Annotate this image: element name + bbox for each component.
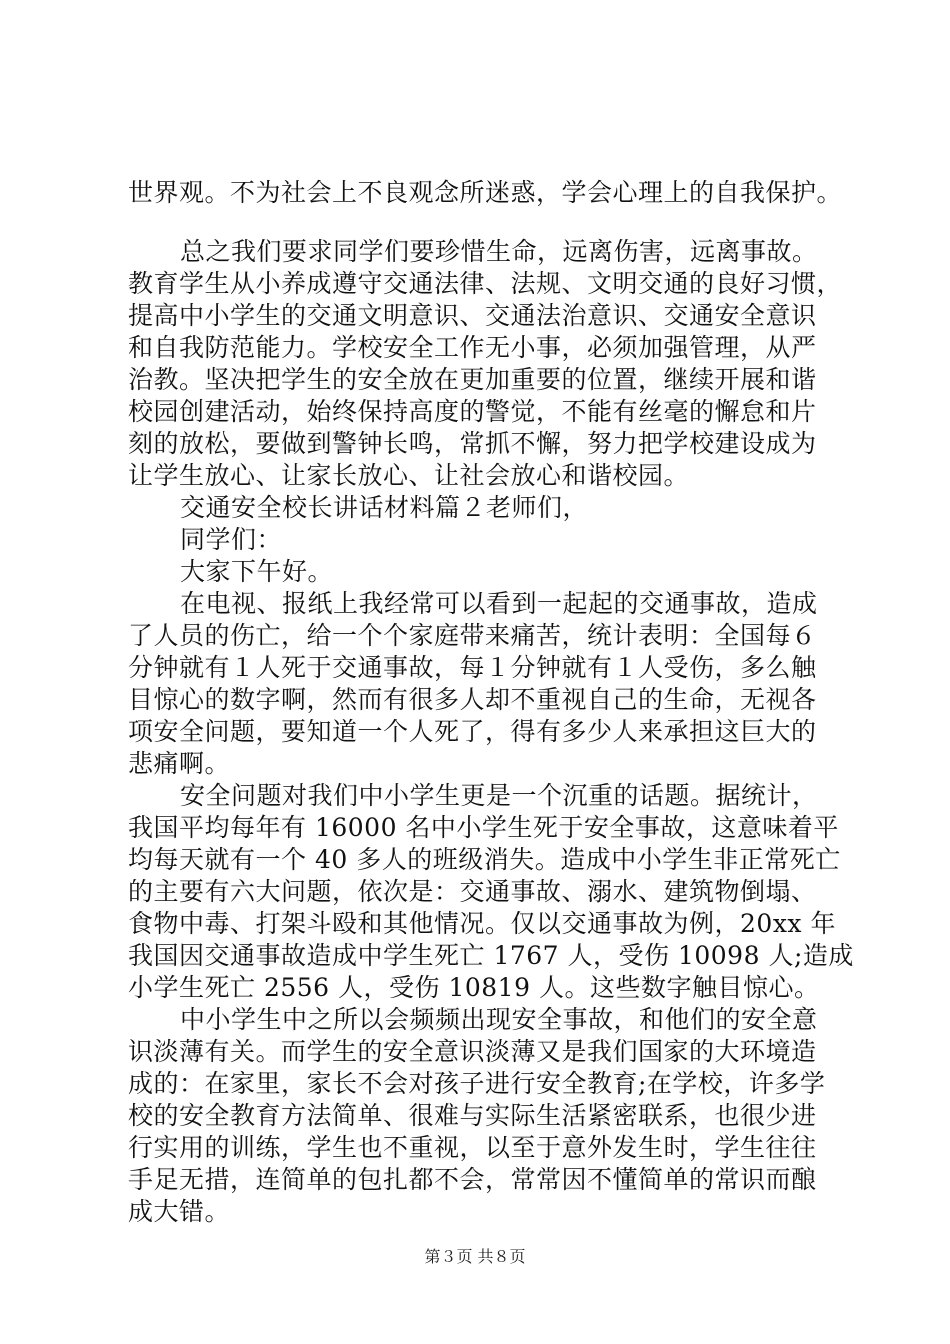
text-line: 校的安全教育方法简单、很难与实际生活紧密联系，也很少进 [128,1101,817,1130]
text-line: 悲痛啊。 [128,749,231,778]
text-line: 项安全问题，要知道一个人死了，得有多少人来承担这巨大的 [128,717,817,746]
text-line: 我国平均每年有 16000 名中小学生死于安全事故，这意味着平 [128,813,839,842]
text-line: 刻的放松，要做到警钟长鸣，常抓不懈，努力把学校建设成为 [128,429,817,458]
section-heading: 交通安全校长讲话材料篇２老师们， [180,493,589,522]
greeting: 大家下午好。 [180,557,334,586]
text-line: 均每天就有一个 40 多人的班级消失。造成中小学生非正常死亡 [128,845,841,874]
text-line: 教育学生从小养成遵守交通法律、法规、文明交通的良好习惯， [128,269,843,298]
text-line: 提高中小学生的交通文明意识、交通法治意识、交通安全意识 [128,301,817,330]
text-line: 和自我防范能力。学校安全工作无小事，必须加强管理，从严 [128,333,817,362]
text-line: 分钟就有１人死于交通事故，每１分钟就有１人受伤，多么触 [128,653,817,682]
text-line: 识淡薄有关。而学生的安全意识淡薄又是我们国家的大环境造 [128,1037,817,1066]
text-line: 了人员的伤亡，给一个个家庭带来痛苦，统计表明：全国每６ [128,621,817,650]
text-line: 成大错。 [128,1197,231,1226]
text-line: 世界观。不为社会上不良观念所迷惑，学会心理上的自我保护。 [128,178,843,207]
text-line: 我国因交通事故造成中学生死亡 1767 人，受伤 10098 人;造成 [128,941,854,970]
text-line: 行实用的训练，学生也不重视，以至于意外发生时，学生往往 [128,1133,817,1162]
text-line: 治教。坚决把学生的安全放在更加重要的位置，继续开展和谐 [128,365,817,394]
text-line: 小学生死亡 2556 人，受伤 10819 人。这些数字触目惊心。 [128,973,820,1002]
text-line: 成的：在家里，家长不会对孩子进行安全教育;在学校，许多学 [128,1069,826,1098]
text-line: 手足无措，连简单的包扎都不会，常常因不懂简单的常识而酿 [128,1165,817,1194]
page-number-footer: 第３页 共８页 [424,1247,526,1266]
salutation: 同学们： [180,525,283,554]
paragraph-first-line: 在电视、报纸上我经常可以看到一起起的交通事故，造成 [180,589,818,618]
paragraph-first-line: 安全问题对我们中小学生更是一个沉重的话题。据统计， [180,781,818,810]
paragraph-first-line: 总之我们要求同学们要珍惜生命，远离伤害，远离事故。 [180,237,818,266]
paragraph-first-line: 中小学生中之所以会频频出现安全事故，和他们的安全意 [180,1005,818,1034]
text-line: 目惊心的数字啊，然而有很多人却不重视自己的生命，无视各 [128,685,817,714]
text-line: 让学生放心、让家长放心、让社会放心和谐校园。 [128,461,690,490]
text-line: 的主要有六大问题，依次是：交通事故、溺水、建筑物倒塌、 [128,877,817,906]
text-line: 校园创建活动，始终保持高度的警觉，不能有丝毫的懈怠和片 [128,397,817,426]
text-line: 食物中毒、打架斗殴和其他情况。仅以交通事故为例，20xx 年 [128,909,836,938]
